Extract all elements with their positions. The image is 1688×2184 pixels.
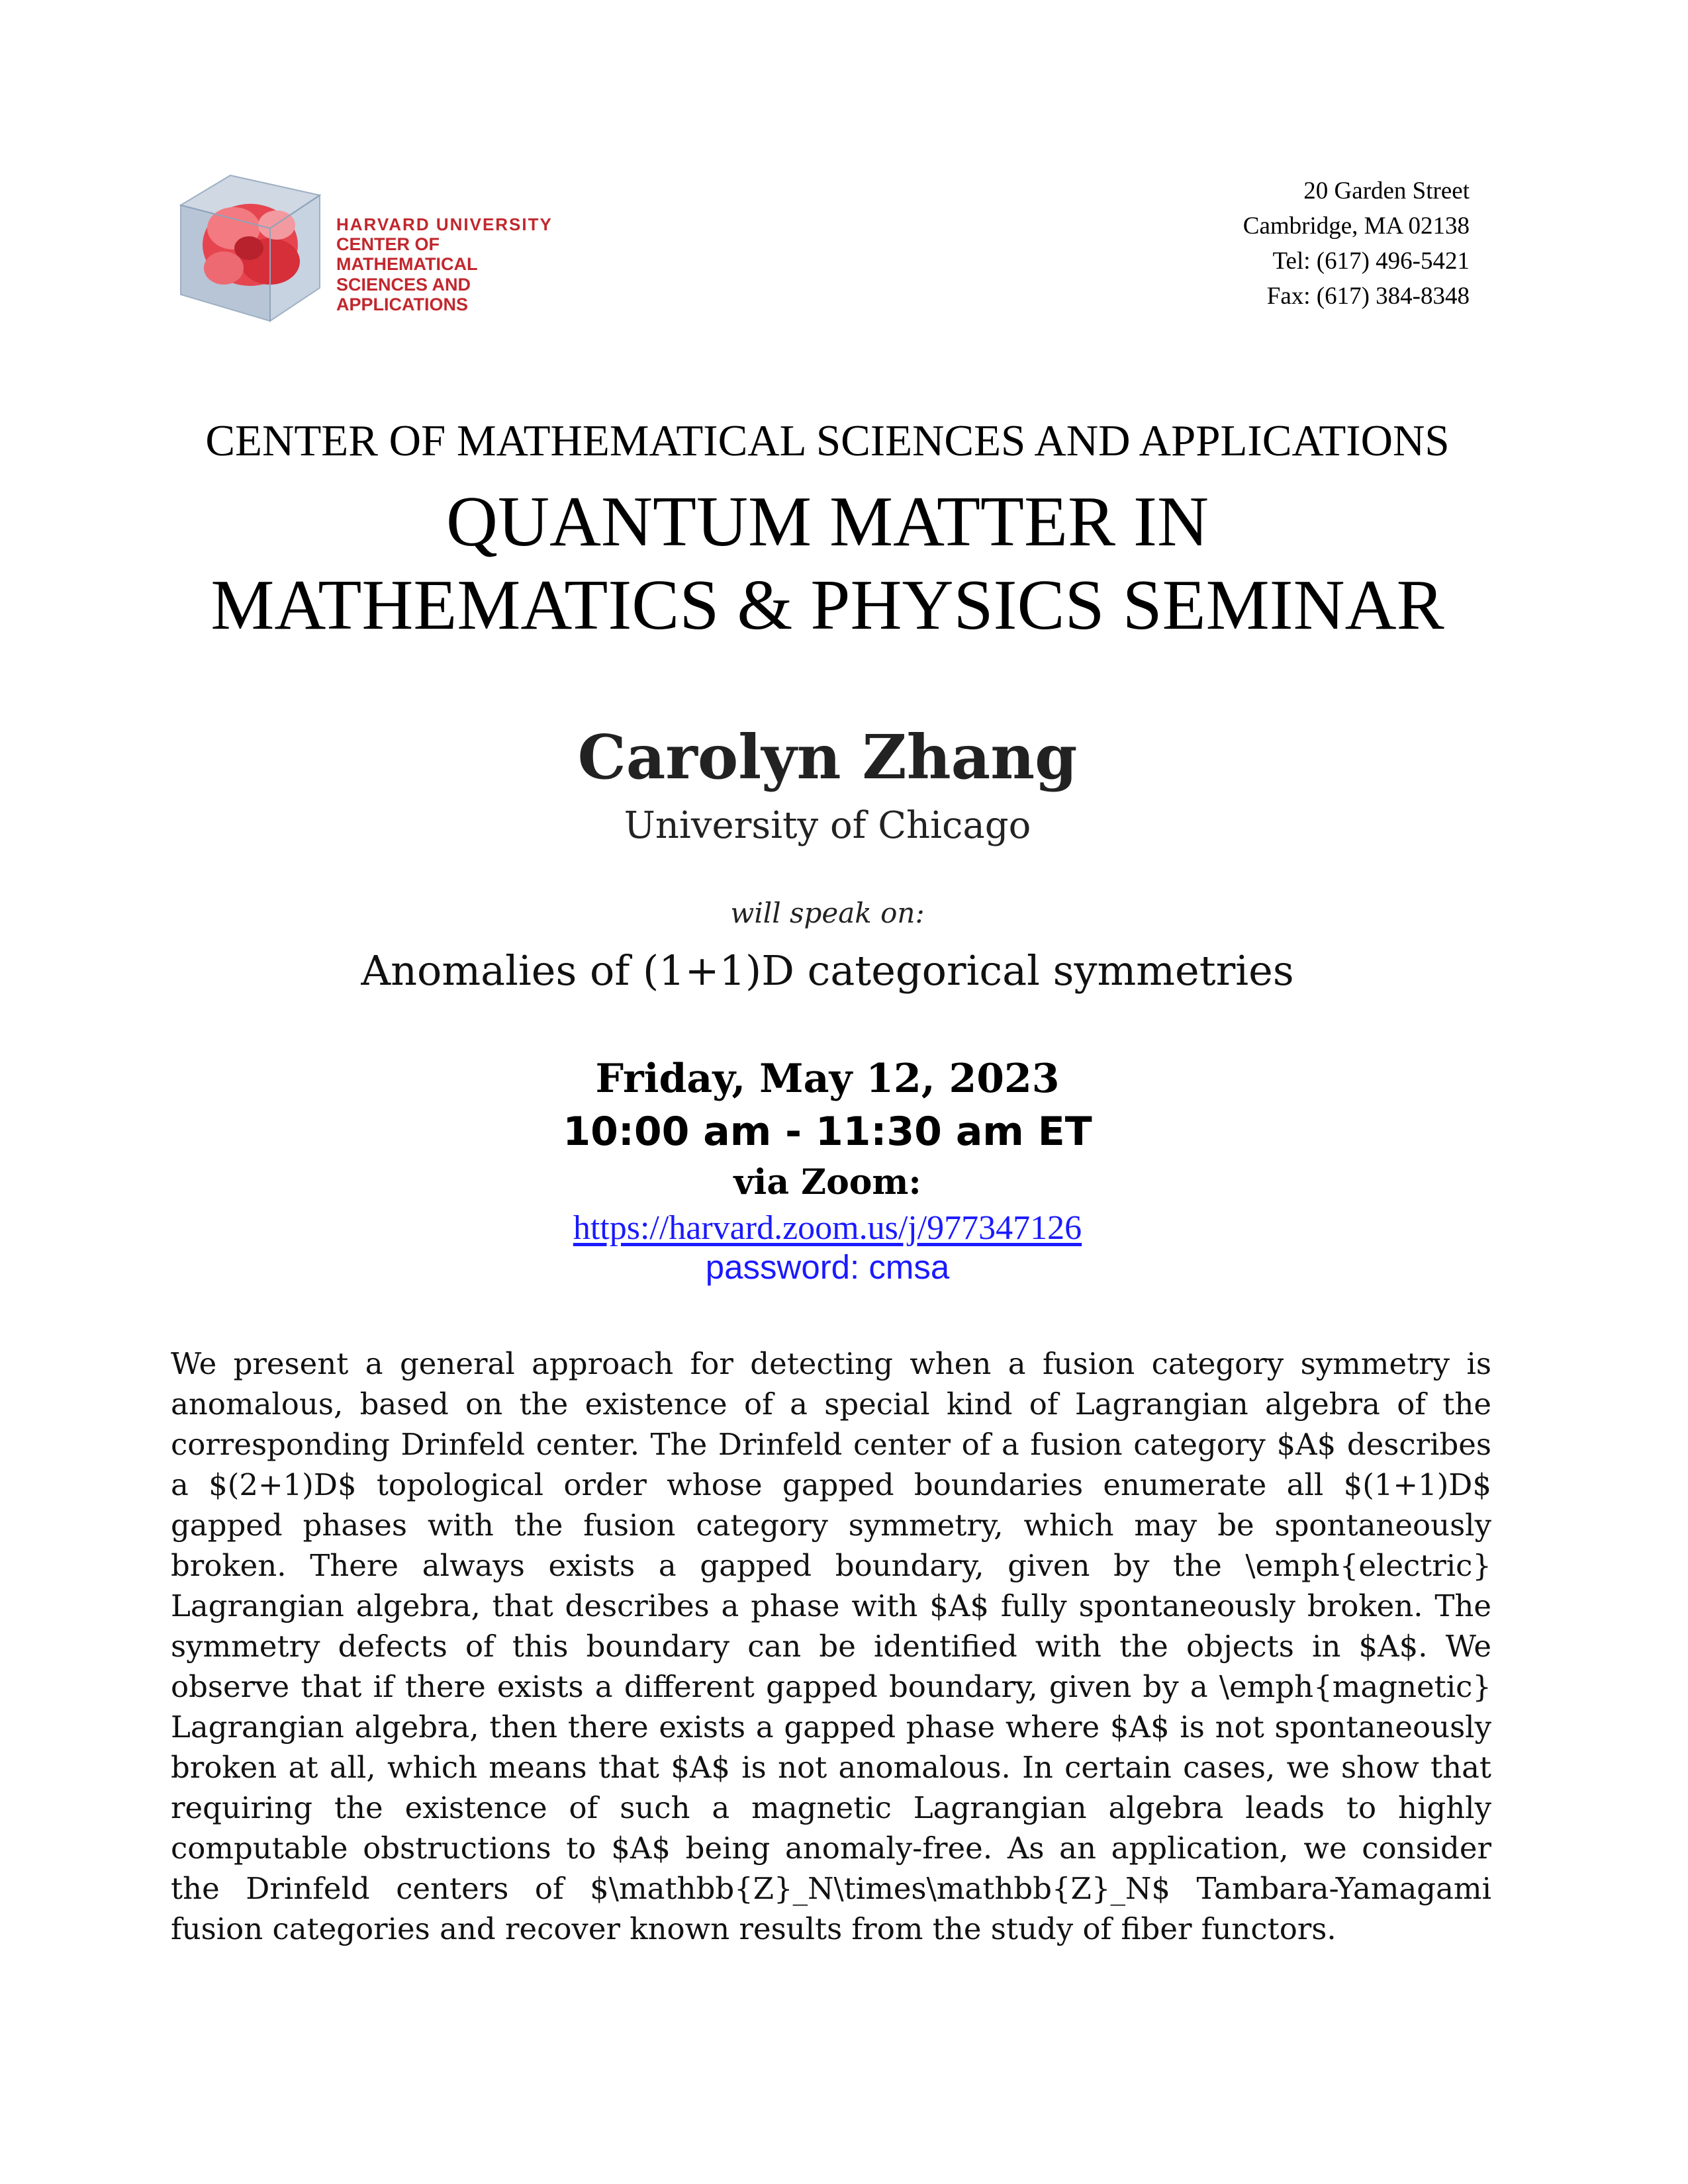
speaker-affiliation: University of Chicago [624, 804, 1031, 847]
zoom-link-line [0, 1208, 1655, 1248]
talk-title: Anomalies of (1+1)D categorical symmetries [361, 946, 1294, 995]
cmsa-logo [171, 169, 561, 331]
via-zoom-label: via Zoom: [733, 1162, 921, 1203]
talk-date: Friday, May 12, 2023 [595, 1056, 1060, 1102]
address-tel: Tel: (617) 496-5421 [1272, 248, 1470, 275]
zoom-link[interactable]: https://harvard.zoom.us/j/977347126 [573, 1209, 1082, 1247]
seminar-title [0, 480, 1655, 647]
speaker-name: Carolyn Zhang [577, 721, 1078, 793]
address-city: Cambridge, MA 02138 [1243, 212, 1470, 240]
talk-time: 10:00 am - 11:30 am ET [563, 1109, 1092, 1155]
logo-line-1: HARVARD UNIVERSITY [336, 214, 553, 234]
logo-line-3: SCIENCES AND APPLICATIONS [336, 274, 471, 314]
address-block [1243, 173, 1470, 314]
address-fax: Fax: (617) 384-8348 [1266, 283, 1470, 310]
seminar-title-line-2: MATHEMATICS & PHYSICS SEMINAR [211, 566, 1444, 645]
will-speak-label: will speak on: [730, 897, 925, 929]
org-name: CENTER OF MATHEMATICAL SCIENCES AND APPLICATIONS [205, 416, 1450, 465]
logo-wordmark [336, 215, 561, 314]
address-street: 20 Garden Street [1303, 177, 1470, 205]
cmsa-cube-logo-icon [171, 169, 333, 331]
logo-line-2: CENTER OF MATHEMATICAL [336, 234, 478, 275]
abstract-text: We present a general approach for detecting when a fusion category symmetry is anomalous, based on the existence of a special kind of Lagrangian algebra of the corresponding Drinfeld center. The Drinfeld center of a fusion category $A$ describes a $(2+1)D$ topological order whose gapped boundaries enumerate all $(1+1)D$ gapped phases with the fusion category symmetry, which may be spontaneously broken. There always exists a gapped boundary, given by the \emph{electric} Lagrangian algebra, that describes a phase with $A$ fully spontaneously broken. The symmetry defects of this boundary can be identified with the objects in $A$. We observe that if there exists a different gapped boundary, given by a \emph{magnetic} Lagrangian algebra, then there exists a gapped phase where $A$ is not spontaneously broken at all, which means that $A$ is not anomalous. In certain cases, we show that requiring the existence of such a magnetic Lagrangian algebra leads to highly computable obstructions to $A$ being anomaly-free. As an application, we consider the Drinfeld centers of $\mathbb{Z}_N\times\mathbb{Z}_N$ Tambara-Yamagami fusion categories and recover known results from the study of fiber functors. [171, 1346, 1491, 1946]
seminar-title-line-1: QUANTUM MATTER IN [446, 482, 1209, 561]
zoom-password: password: cmsa [705, 1248, 950, 1286]
